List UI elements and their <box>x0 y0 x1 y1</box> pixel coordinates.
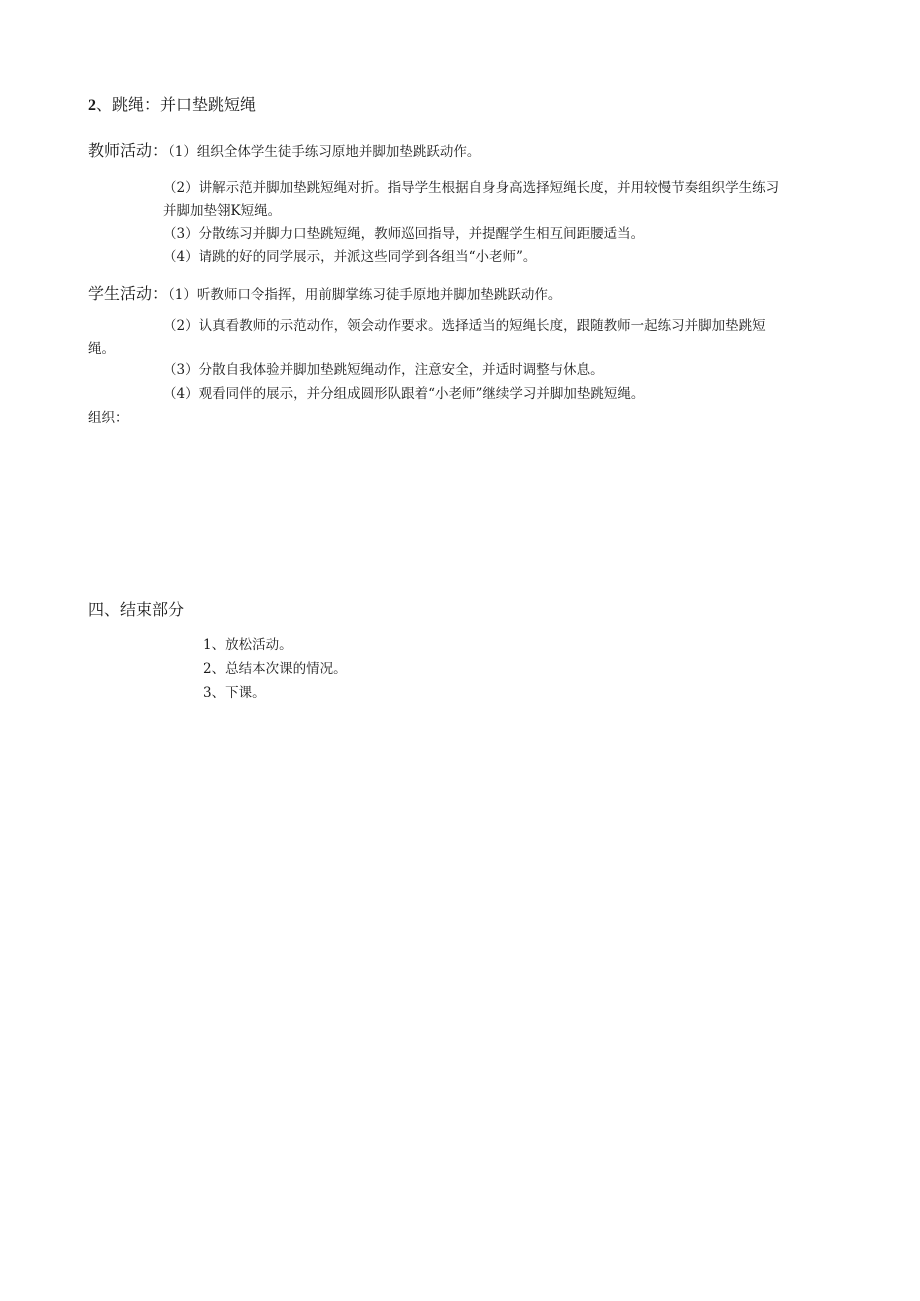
closing-item-1: 1、放松活动。 <box>203 637 293 653</box>
student-activity-row <box>88 284 561 305</box>
closing-item-2: 2、总结本次课的情况。 <box>203 661 347 677</box>
teacher-item-2: （2）讲解示范并脚加垫跳短绳对折。指导学生根据自身身高选择短绳长度，并用较慢节奏组织学生练习 <box>163 180 780 196</box>
teacher-item-3: （3）分散练习并脚力口垫跳短绳，教师巡回指导，并提醒学生相互间距腰适当。 <box>163 226 645 242</box>
organize-label: 组织： <box>88 410 129 426</box>
student-item-4: （4）观看同伴的展示，并分组成圆形队跟着“小老师”继续学习并脚加垫跳短绳。 <box>163 386 645 402</box>
student-item-1: （1）听教师口令指挥，用前脚掌练习徒手原地并脚加垫跳跃动作。 <box>168 287 562 303</box>
section-2-title: 、跳绳：并口垫跳短绳 <box>96 95 257 114</box>
teacher-activity-label: 教师活动： <box>88 141 169 160</box>
student-item-2-continued: 绳。 <box>88 341 115 357</box>
section-2-heading <box>88 95 256 116</box>
teacher-activity-row <box>88 141 480 162</box>
closing-item-3: 3、下课。 <box>203 685 266 701</box>
section-2-number: 2 <box>88 97 96 114</box>
teacher-item-1: （1）组织全体学生徒手练习原地并脚加垫跳跃动作。 <box>168 144 481 160</box>
section-4-heading: 四、结束部分 <box>88 600 185 619</box>
student-item-2: （2）认真看教师的示范动作，领会动作要求。选择适当的短绳长度，跟随教师一起练习并脚加垫跳短 <box>163 318 766 334</box>
teacher-item-4: （4）请跳的好的同学展示，并派这些同学到各组当“小老师”。 <box>163 249 537 265</box>
student-activity-label: 学生活动： <box>88 284 169 303</box>
teacher-item-2-continued: 并脚加垫翎K短绳。 <box>163 203 282 219</box>
student-item-3: （3）分散自我体验并脚加垫跳短绳动作，注意安全，并适时调整与休息。 <box>163 362 604 378</box>
